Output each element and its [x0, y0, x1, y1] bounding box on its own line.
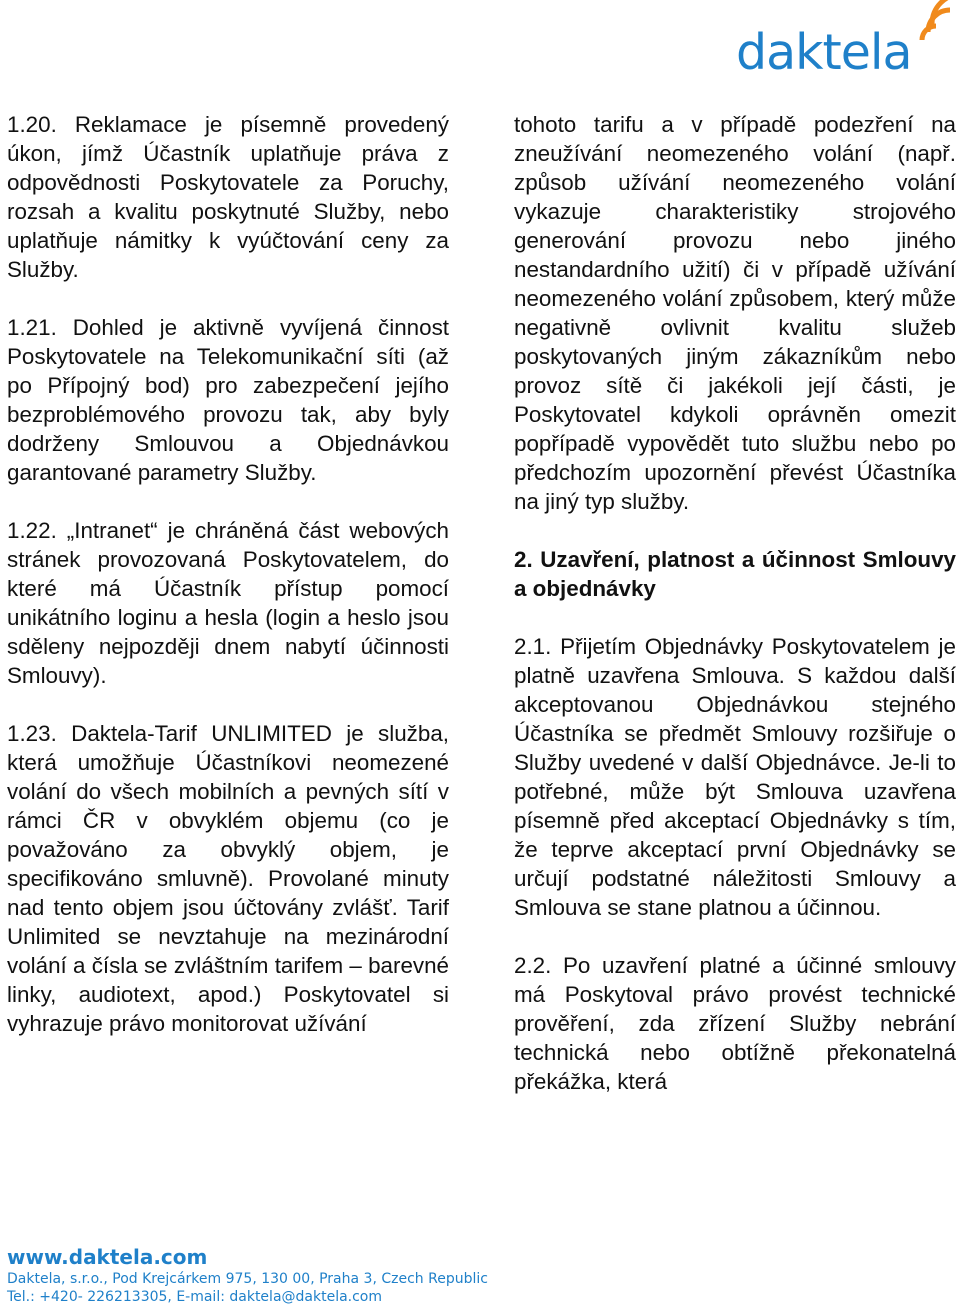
left-column	[7, 110, 449, 1067]
definition-1-21: 1.21. Dohled je aktivně vyvíjená činnost Poskytovatele na Telekomunikační síti (až po Přípojný bod) pro zabezpečení jejího bezproblémového provozu tak, aby byly dodrženy Smlouvou a Objednávkou garantované parametry Služby.	[7, 315, 449, 485]
clause-2-2: 2.2. Po uzavření platné a účinné smlouvy má Poskytoval právo provést technické prověření, zda zřízení Služby nebrání technická nebo obtížně překonatelná překážka, která	[514, 953, 956, 1094]
clause-2-1: 2.1. Přijetím Objednávky Poskytovatelem je platně uzavřena Smlouva. S každou další akceptovanou Objednávkou stejného Účastníka se předmět Smlouvy rozšiřuje o Služby uvedené v další Objednávce. Je-li to potřebné, může být Smlouva uzavřena písemně před akceptací Objednávky s tím, že teprve akceptací první Objednávky se určují podstatné náležitosti Smlouvy a Smlouva se stane platnou a účinnou.	[514, 634, 956, 920]
definition-1-22: 1.22. „Intranet“ je chráněná část webových stránek provozovaná Poskytovatelem, do které má Účastník přístup pomocí unikátního loginu a hesla (login a heslo jsou sděleny nejpozději dnem nabytí účinnosti Smlouvy).	[7, 518, 449, 688]
logo-wordmark: daktela	[736, 24, 912, 81]
section-heading-2: 2. Uzavření, platnost a účinnost Smlouvy a objednávky	[514, 547, 956, 601]
definition-1-20: 1.20. Reklamace je písemně provedený úkon, jímž Účastník uplatňuje práva z odpovědnosti Poskytovatele za Poruchy, rozsah a kvalitu poskytnuté Služby, nebo uplatňuje námitky k vyúčtování ceny za Služby.	[7, 112, 449, 282]
definition-1-23-continuation: tohoto tarifu a v případě podezření na zneužívání neomezeného volání (např. způsob užívání neomezeného volání vykazuje charakteristiky strojového generování provozu nebo jiného nestandardního užití) či v případě užívání neomezeného volání způsobem, který může negativně ovlivnit kvalitu služeb poskytovaných jiným zákazníkům nebo provoz sítě či jakékoli její části, je Poskytovatel kdykoli oprávněn omezit popřípadě vypovědět tuto službu nebo po předchozím upozornění převést Účastníka na jiný typ služby.	[514, 112, 956, 514]
footer-contact: Tel.: +420- 226213305, E-mail: daktela@daktela.com	[7, 1289, 383, 1305]
signal-arcs-icon	[908, 0, 960, 40]
definition-1-23: 1.23. Daktela-Tarif UNLIMITED je služba, která umožňuje Účastníkovi neomezené volání do všech mobilních a pevných sítí v rámci ČR v obvyklém objemu (co je považováno za obvyklý objem, je specifikováno smluvně). Provolané minuty nad tento objem jsou účtovány zvlášť. Tarif Unlimited se nevztahuje na mezinárodní volání a čísla se zvláštním tarifem – barevné linky, audiotext, apod.) Poskytovatel si vyhrazuje právo monitorovat užívání	[7, 721, 449, 1036]
footer-website: www.daktela.com	[7, 1245, 208, 1269]
right-column	[514, 110, 956, 1125]
daktela-logo	[720, 0, 960, 92]
page-footer	[7, 1244, 907, 1306]
footer-address: Daktela, s.r.o., Pod Krejcárkem 975, 130 00, Praha 3, Czech Republic	[7, 1271, 488, 1287]
